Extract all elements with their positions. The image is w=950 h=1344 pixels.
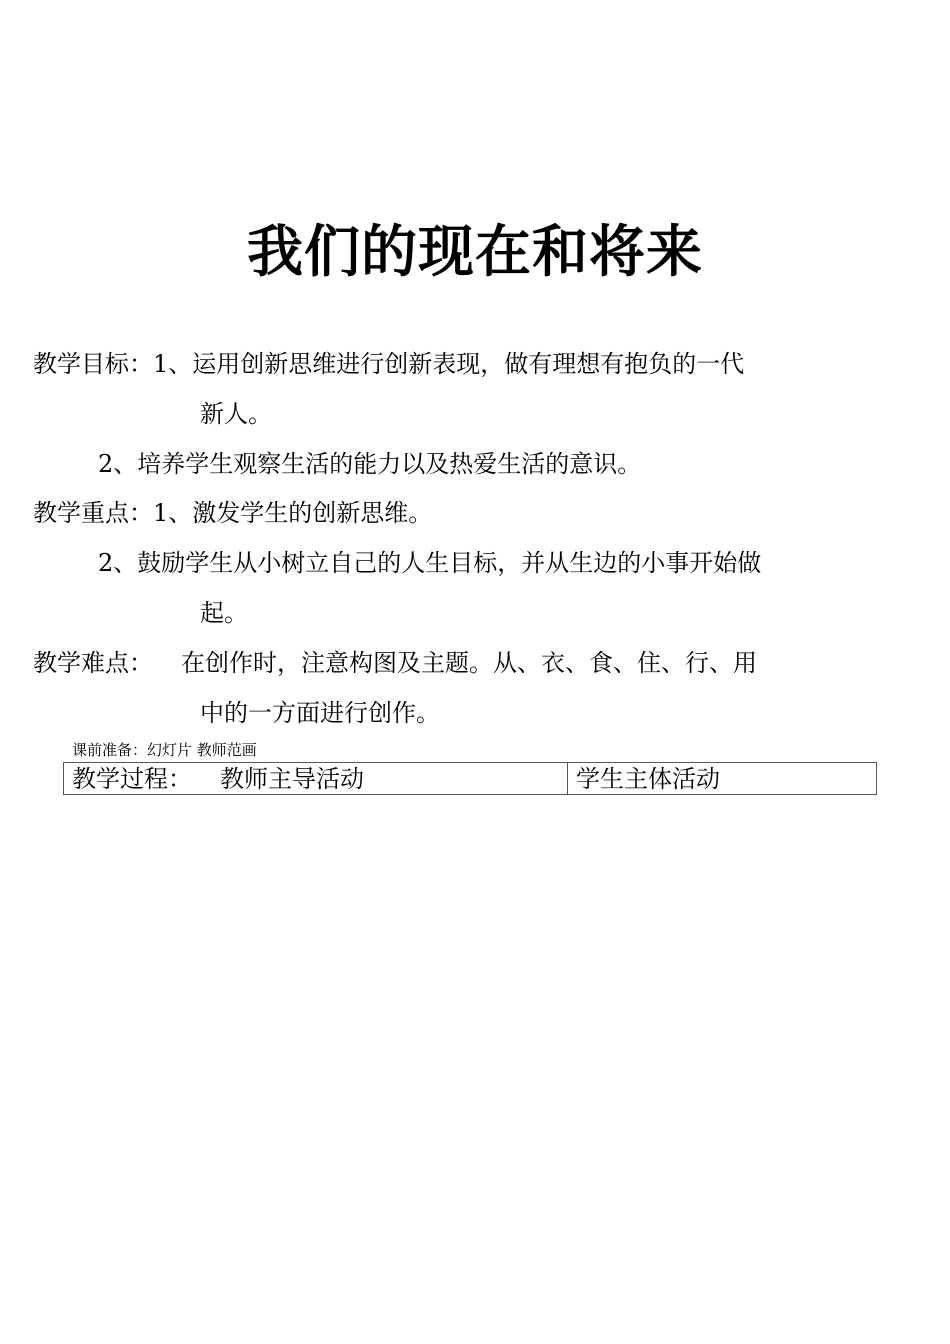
objectives-item2-text: 、培养学生观察生活的能力以及热爱生活的意识。 bbox=[113, 450, 642, 478]
preparation-note: 课前准备：幻灯片 教师范画 bbox=[72, 741, 257, 759]
objectives-item1-number: 1 bbox=[153, 350, 169, 378]
objectives-line-1 bbox=[33, 348, 744, 380]
key-points-item2-text: 、鼓励学生从小树立自己的人生目标，并从生边的小事开始做 bbox=[113, 549, 762, 577]
objectives-line-3 bbox=[98, 448, 641, 480]
key-points-item2-number: 2 bbox=[98, 549, 114, 577]
difficulty-text: 在创作时，注意构图及主题。从、衣、食、住、行、用 bbox=[181, 649, 757, 677]
document-title: 我们的现在和将来 bbox=[247, 220, 703, 285]
objectives-item2-number: 2 bbox=[98, 450, 114, 478]
difficulty-line-1 bbox=[33, 647, 757, 679]
objectives-label: 教学目标： bbox=[33, 350, 153, 378]
table-row bbox=[64, 763, 877, 795]
key-points-item1-text: 、激发学生的创新思维。 bbox=[168, 499, 433, 527]
teacher-activity-label: 教师主导活动 bbox=[220, 764, 364, 793]
key-points-line-1 bbox=[33, 497, 432, 529]
process-table bbox=[63, 762, 877, 795]
teacher-activity-header bbox=[64, 763, 568, 795]
key-points-label: 教学重点： bbox=[33, 499, 153, 527]
key-points-item1-number: 1 bbox=[153, 499, 169, 527]
student-activity-header bbox=[568, 763, 877, 795]
difficulty-line-2: 中的一方面进行创作。 bbox=[200, 699, 440, 727]
key-points-line-2 bbox=[98, 547, 761, 579]
objectives-item1-text: 、运用创新思维进行创新表现，做有理想有抱负的一代 bbox=[168, 350, 745, 378]
key-points-line-3: 起。 bbox=[200, 599, 248, 627]
difficulty-label: 教学难点： bbox=[33, 649, 153, 677]
objectives-line-2: 新人。 bbox=[200, 400, 272, 428]
student-activity-label: 学生主体活动 bbox=[576, 764, 720, 793]
process-label: 教学过程： bbox=[72, 764, 192, 793]
